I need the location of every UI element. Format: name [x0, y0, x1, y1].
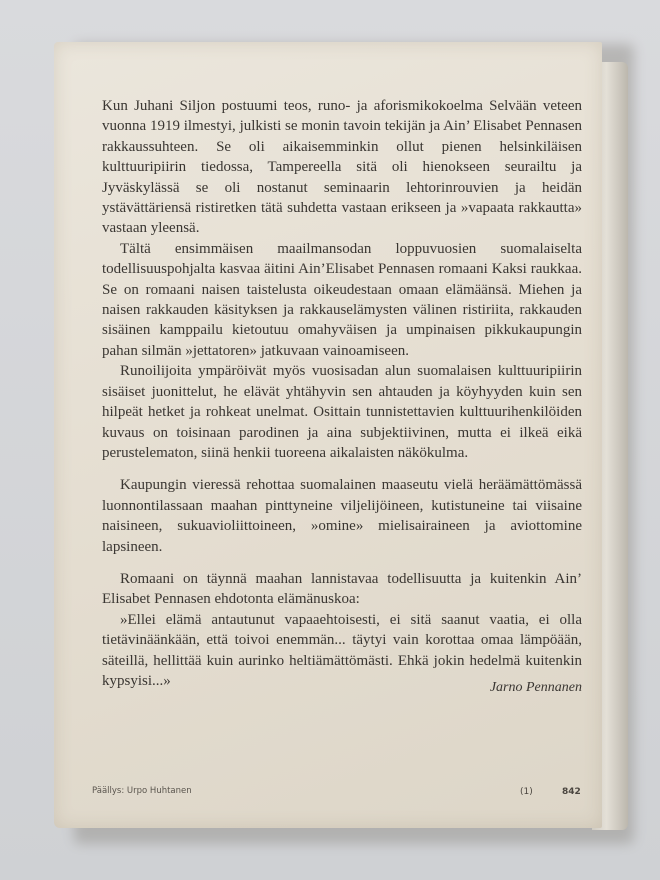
blurb-paragraph-2: Tältä ensimmäisen maailmansodan loppuvuosien suomalaiselta todellisuuspohjalta kasvaa äitini Ain’Elisabet Pennasen romaani Kaksi raukkaa. Se on romaani naisen taistelusta oikeudestaan omaan elämäänsä. Miehen ja naisen rakkauden käsityksen ja rakkauselämysten välinen ristiriita, rakkauden sisäinen kamppailu kietoutuu omahyväisen ja umpinaisen pikkukaupungin pahan silmän »jettatoren» jatkuvaan vainoamiseen.	[102, 240, 582, 359]
cover-credit: Päällys: Urpo Huhtanen	[92, 786, 192, 796]
blurb-paragraph-3: Runoilijoita ympäröivät myös vuosisadan alun suomalaisen kulttuuripiirin sisäiset juonittelut, he elävät yhtähyvin sen ahtauden ja köyhyyden kuin sen hilpeät hetket ja rohkeat unelmat. Osittain tunnistettavien kulttuurihenkilöiden kuvaus on toisinaan parodinen ja aina subjektiivinen, mutta ei ilkeä eikä perustelematon, siinä henkii tuoreena aikalaisten näkökulma.	[102, 363, 582, 461]
blurb-paragraph-5: Romaani on täynnä maahan lannistavaa todellisuutta ja kuitenkin Ain’ Elisabet Pennasen ehdotonta elämänuskoa:	[102, 570, 582, 608]
catalog-number: 842	[562, 787, 581, 797]
author-signature: Jarno Pennanen	[489, 680, 582, 695]
blurb-paragraph-1: Kun Juhani Siljon postuumi teos, runo- ja aforismikokoelma Selvään veteen vuonna 1919 ilmestyi, julkisti se monin tavoin tekijän ja Ain’ Elisabet Pennasen rakkaussuhteen. Se oli aikaisemminkin ollut pienen helsinkiläisen kulttuuripiirin tiedossa, Tampereella sitä oli hienokseen seurailtu ja Jyväskylässä se oli nostanut seminaarin lehtorinrouvien ja heidän ystävättäriensä ristiretken tätä suhdetta vastaan erikseen ja »vapaata rakkautta» vastaan yleensä.	[102, 98, 582, 237]
blurb-quote: »Ellei elämä antautunut vapaaehtoisesti, ei sitä saanut vaatia, ei olla tietävinäänkään, että toivoi enemmän... täytyi vain korottaa omaa lämpöään, säteillä, hellittää kuin aurinko heltiämättömästi. Ehkä jokin hedelmä kuitenkin kypsyisi...»	[102, 611, 582, 689]
blurb-paragraph-4: Kaupungin vieressä rehottaa suomalainen maaseutu vielä heräämättömässä luonnontilassaan maahan pinttyneine viljelijöineen, kutistuneine tai viisaine naisineen, sukuavioliittoineen, »omine» mielisairaineen ja aviottomine lapsineen.	[102, 477, 582, 555]
print-code: (1)	[520, 787, 533, 797]
blurb-text	[102, 96, 582, 691]
